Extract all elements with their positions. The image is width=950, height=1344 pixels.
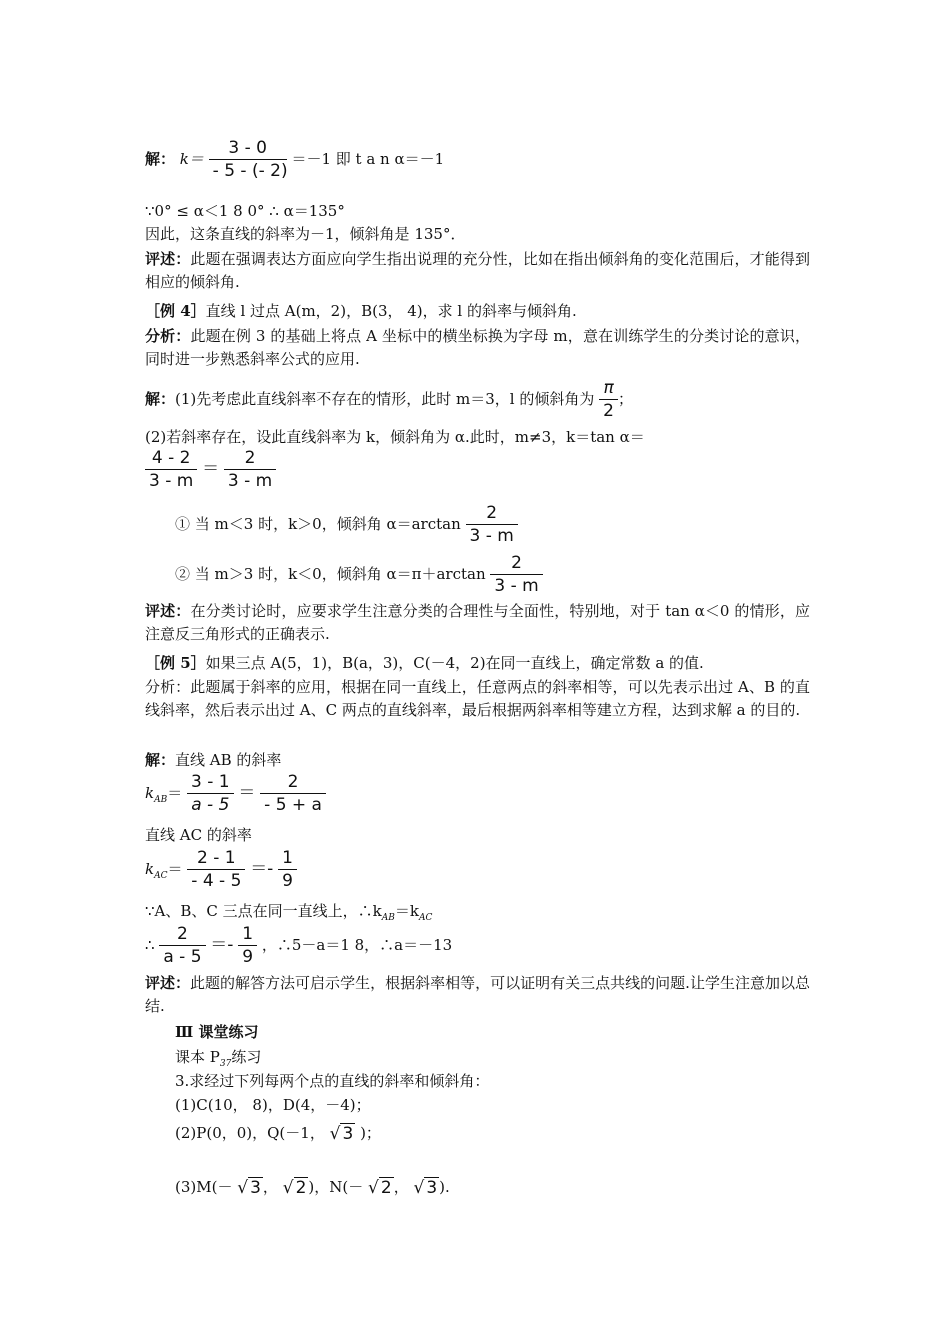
sqrt-symbol: √ 2 xyxy=(368,1177,392,1198)
kac-equation: $k_{AC}=$ $\frac{2 - 1}{- 4 - 5}$ ＝- $\frac{1}{9}$ xyxy=(145,848,297,892)
question-3: 3.求经过下列每两个点的直线的斜率和倾斜角： xyxy=(175,1072,490,1090)
sqrt-symbol: √ 2 xyxy=(282,1177,307,1198)
question-3-part-2: (2)P(0，0)，Q(－1， √ 3 )； xyxy=(175,1123,381,1144)
sqrt-symbol: √ 3 xyxy=(413,1177,438,1198)
case-2-line: ② 当 m＞3 时，k＜0，倾斜角 α＝π＋arctan $\frac{2}{3 - m}$ xyxy=(175,553,543,597)
fraction: $\frac{2 - 1}{- 4 - 5}$ xyxy=(187,848,245,892)
comment-paragraph-3: 评述：此题的解答方法可启示学生，根据斜率相等，可以证明有关三点共线的问题.让学生注意加以总结. xyxy=(145,974,810,1015)
question-3-part-1: (1)C(10， 8)，D(4，－4)； xyxy=(175,1096,371,1114)
fraction: $\frac{1}{9}$ xyxy=(238,924,257,968)
fraction: $\frac{2}{- 5 + a}$ xyxy=(260,772,326,816)
case-1-line: ① 当 m＜3 时，k＞0，倾斜角 α＝arctan $\frac{2}{3 - m}$ xyxy=(175,503,518,547)
fraction: $\frac{3 - 0}{- 5 - (- 2)}$ xyxy=(209,138,287,182)
solution-line-1: 解： k＝ $\frac{3 - 0}{- 5 - (- 2)}$ ＝－1 即 t a n α＝－1 xyxy=(145,138,445,181)
fraction: $\frac{2}{3 - m}$ xyxy=(224,448,276,492)
example-4-heading: ［例 4］直线 l 过点 A(m，2)，B(3， 4)，求 l 的斜率与倾斜角. xyxy=(145,302,577,320)
final-equation: ∴ $\frac{2}{a - 5}$ ＝- $\frac{1}{9}$ ，∴5－a＝1 8，∴a＝－13 xyxy=(145,924,453,967)
solution-label: 解： xyxy=(145,150,176,168)
solution-5-ac: 直线 AC 的斜率 xyxy=(145,826,252,844)
fraction: $\frac{2}{3 - m}$ xyxy=(466,503,518,547)
comment-paragraph-1: 评述：此题在强调表达方面应向学生指出说理的充分性，比如在指出倾斜角的变化范围后，才能得到相应的倾斜角. xyxy=(145,250,810,291)
fraction: $\frac{\pi}{2}$ xyxy=(599,378,618,422)
kab-equation: $k_{AB}=$ $\frac{3 - 1}{a - 5}$ ＝ $\frac{2}{- 5 + a}$ xyxy=(145,772,326,816)
sqrt-symbol: √ 3 xyxy=(237,1177,261,1198)
analysis-paragraph-5: 分析：此题属于斜率的应用，根据在同一直线上，任意两点的斜率相等，可以先表示出过 A、B 的直线斜率，然后表示出过 A、C 两点的直线斜率，最后根据两斜率相等建立方程，达到求解 a 的目的. xyxy=(145,678,810,719)
fraction: $\frac{4 - 2}{3 - m}$ xyxy=(145,448,197,492)
textbook-reference: 课本 $P_{37}$练习 xyxy=(175,1048,262,1069)
solution-4b: (2)若斜率存在，设此直线斜率为 k，倾斜角为 α.此时，m≠3，k＝tan α＝ xyxy=(145,428,645,446)
conclusion-line: 因此，这条直线的斜率为－1，倾斜角是 135°． xyxy=(145,225,466,243)
solution-4c: $\frac{4 - 2}{3 - m}$ ＝ $\frac{2}{3 - m}$ xyxy=(145,448,276,492)
analysis-paragraph-4: 分析：此题在例 3 的基础上将点 A 坐标中的横坐标换为字母 m，意在训练学生的分类讨论的意识，同时进一步熟悉斜率公式的应用. xyxy=(145,327,810,368)
solution-4a: 解：(1)先考虑此直线斜率不存在的情形，此时 m＝3，l 的倾斜角为 $\frac{\pi}{2}$ ； xyxy=(145,378,633,421)
fraction: $\frac{2}{a - 5}$ xyxy=(159,924,205,968)
section-heading: Ⅲ 课堂练习 xyxy=(175,1023,259,1041)
solution-5-intro: 解：直线 AB 的斜率 xyxy=(145,751,282,769)
collinear-line: ∵A、B、C 三点在同一直线上，$\therefore k_{AB}=k_{AC}$ xyxy=(145,902,433,923)
fraction: $\frac{3 - 1}{a - 5}$ xyxy=(187,772,234,816)
fraction: $\frac{1}{9}$ xyxy=(278,848,297,892)
angle-range-line: ∵0° ≤ α＜1 8 0° ∴ α＝135° xyxy=(145,202,345,220)
sqrt-symbol: √ 3 xyxy=(329,1123,354,1144)
question-3-part-3: (3)M(－ √ 3 ， √ 2 )，N(－ √ 2 ， √ 3 ). xyxy=(175,1177,450,1198)
example-5-heading: ［例 5］如果三点 A(5，1)，B(a，3)，C(－4，2)在同一直线上，确定常数 a 的值. xyxy=(145,654,704,672)
comment-paragraph-2: 评述：在分类讨论时，应要求学生注意分类的合理性与全面性，特别地，对于 tan α＜0 的情形，应注意反三角形式的正确表示. xyxy=(145,602,810,643)
fraction: $\frac{2}{3 - m}$ xyxy=(490,553,542,597)
